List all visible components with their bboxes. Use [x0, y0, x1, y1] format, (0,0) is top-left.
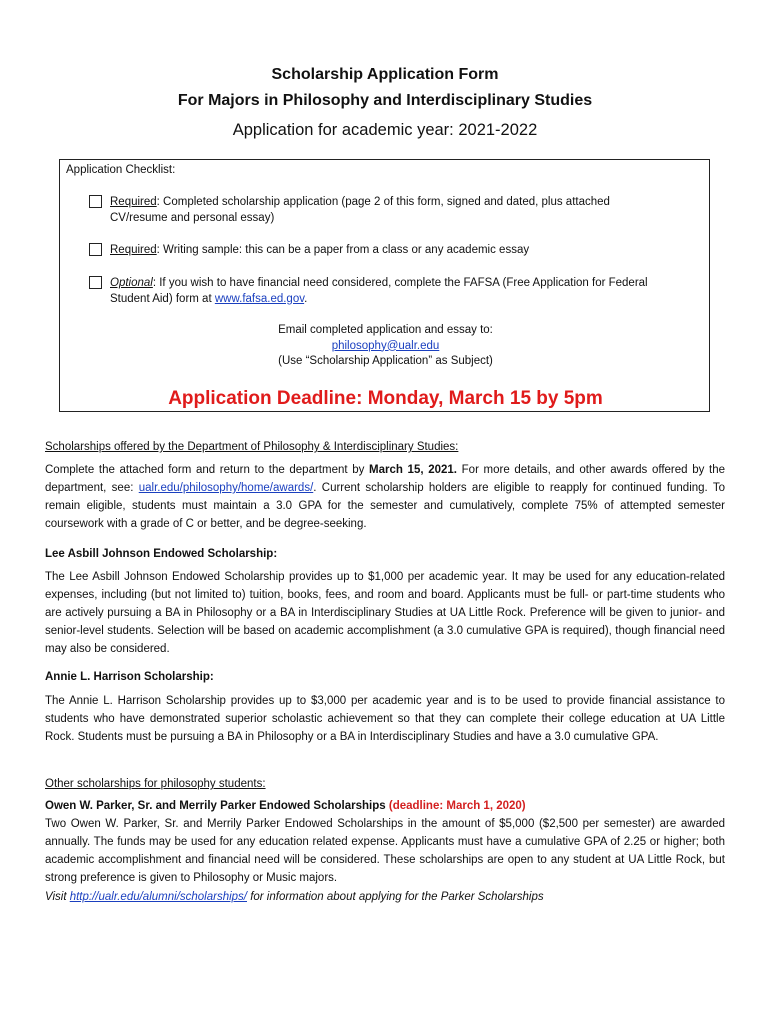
required-label: Required: [110, 196, 157, 208]
checklist-heading: Application Checklist:: [66, 164, 176, 176]
other-scholarships-heading: Other scholarships for philosophy students:: [45, 778, 266, 790]
checklist-checkbox-application[interactable]: [89, 195, 102, 208]
johnson-heading: Lee Asbill Johnson Endowed Scholarship:: [45, 548, 278, 560]
email-line: Email completed application and essay to:: [278, 324, 493, 336]
parker-paragraph: Two Owen W. Parker, Sr. and Merrily Parker Endowed Scholarships in the amount of $5,000 ($2,500 per semester) are awarded annually. The funds may be used for any education related expense. Applicants must have a cumulative GPA of 2.25 or higher; both academic accomplishment and financial need will be considered. These scholarships are open to any student at UA Little Rock, but strong preference is given to Philosophy or Music majors.: [45, 818, 725, 884]
page-title: Scholarship Application Form: [271, 66, 499, 83]
johnson-paragraph: The Lee Asbill Johnson Endowed Scholarship provides up to $1,000 per academic year. It may be used for any education-related expenses, including (but not limited to) tuition, books, fees, and room and board. Applicants must be full- or part-time students who are actively pursuing a BA in Philosophy or a BA in Interdisciplinary Studies at UA Little Rock. Preference will be given to junior- and senior-level students. Selection will be based on academic accomplishment (a 3.0 cumulative GPA is required), though financial need may also be considered.: [45, 571, 725, 655]
required-label: Required: [110, 244, 157, 256]
application-checklist-box: [59, 159, 710, 412]
harrison-paragraph: The Annie L. Harrison Scholarship provides up to $3,000 per academic year and is to be used to provide financial assistance to students who have demonstrated superior scholastic achievement so that they can complete their college education at UA Little Rock. Students must be pursuing a BA in Philosophy or a BA in Interdisciplinary Studies and have a 3.0 cumulative GPA.: [45, 695, 725, 743]
intro-paragraph: Complete the attached form and return to the department by March 15, 2021. For more details, and other awards offered by the department, see: ualr.edu/philosophy/home/awards/. Current scholarship holders are eligible to reapply for continued funding. To remain eligible, students must maintain a 3.0 GPA for the semester and cumulatively, complete 75% of attempted semester coursework with a grade of C or better, and be degree-seeking.: [45, 464, 725, 530]
parker-visit-line: Visit http://ualr.edu/alumni/scholarships/ for information about applying for the Parker Scholarships: [45, 891, 544, 903]
checklist-item-application: Required: Completed scholarship application (page 2 of this form, signed and dated, plus attached CV/resume and personal essay): [110, 196, 610, 224]
awards-link[interactable]: ualr.edu/philosophy/home/awards/: [138, 482, 314, 494]
parker-heading: Owen W. Parker, Sr. and Merrily Parker Endowed Scholarships (deadline: March 1, 2020): [45, 800, 526, 812]
subject-note: (Use “Scholarship Application” as Subject): [278, 355, 493, 367]
intro-heading: Scholarships offered by the Department of Philosophy & Interdisciplinary Studies:: [45, 441, 459, 453]
email-link[interactable]: philosophy@ualr.edu: [331, 339, 440, 352]
parker-scholarships-link[interactable]: http://ualr.edu/alumni/scholarships/: [69, 891, 247, 903]
harrison-heading: Annie L. Harrison Scholarship:: [45, 671, 214, 683]
page-subtitle: For Majors in Philosophy and Interdisciplinary Studies: [177, 92, 593, 109]
checklist-checkbox-fafsa[interactable]: [89, 276, 102, 289]
email-instructions: [60, 323, 711, 370]
parker-deadline: (deadline: March 1, 2020): [388, 800, 526, 812]
optional-label: Optional: [110, 277, 153, 289]
checklist-checkbox-writing-sample[interactable]: [89, 243, 102, 256]
intro-deadline-date: March 15, 2021.: [369, 464, 457, 476]
academic-year: Application for academic year: 2021-2022: [232, 121, 538, 139]
checklist-item-writing-sample: Required: Writing sample: this can be a paper from a class or any academic essay: [110, 244, 530, 256]
fafsa-link[interactable]: www.fafsa.ed.gov: [214, 292, 305, 305]
checklist-item-fafsa: Optional: If you wish to have financial need considered, complete the FAFSA (Free Application for Federal Student Aid) form at www.fafsa.ed.gov.: [110, 277, 648, 305]
application-deadline: Application Deadline: Monday, March 15 by 5pm: [168, 388, 603, 409]
